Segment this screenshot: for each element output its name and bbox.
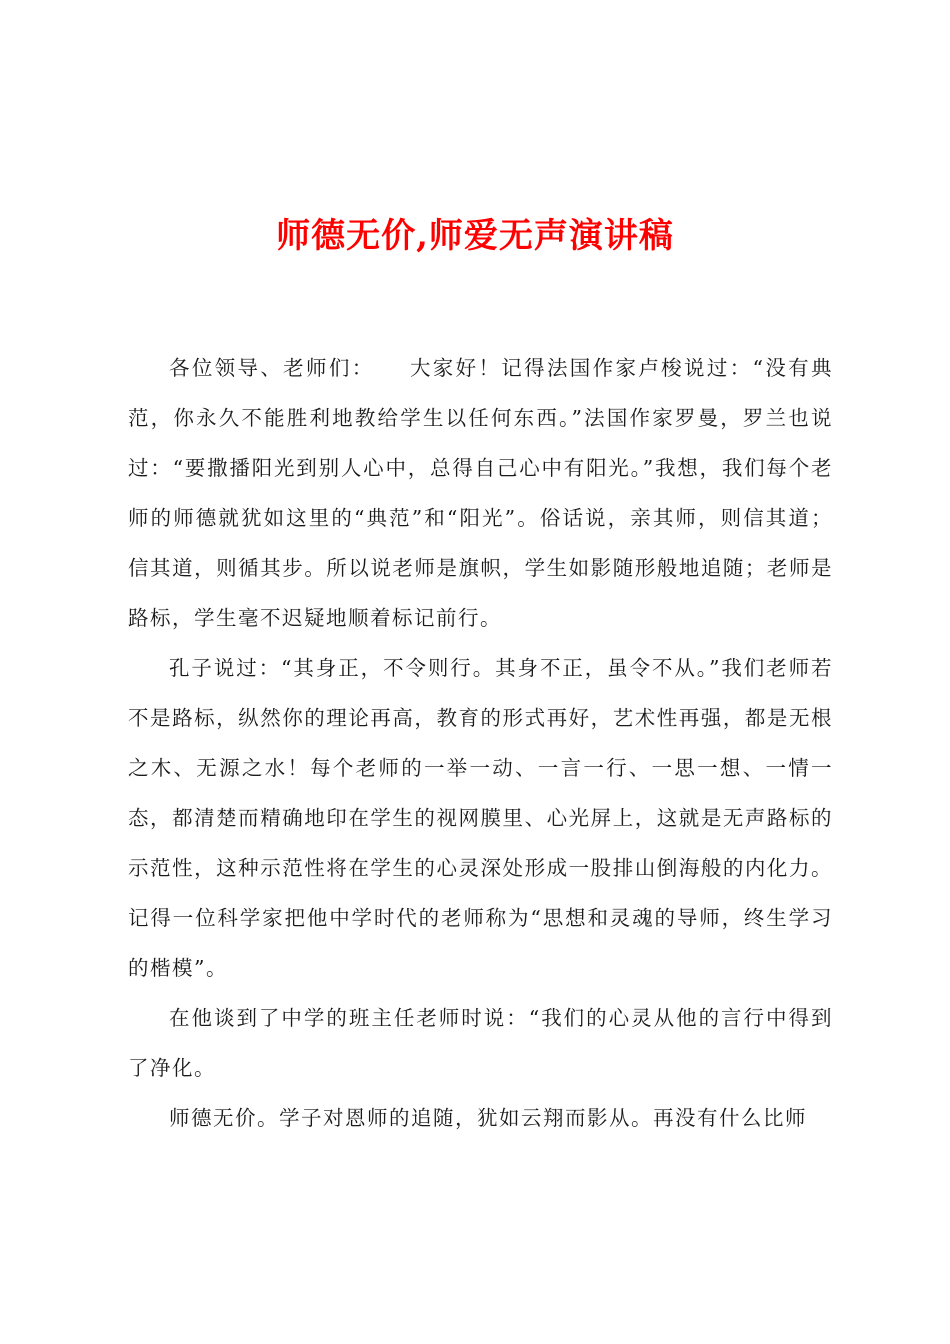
- document-title: 师德无价,师爱无声演讲稿: [276, 216, 674, 256]
- paragraph-3: 在他谈到了中学的班主任老师时说：“我们的心灵从他的言行中得到了净化。: [128, 1006, 833, 1080]
- paragraph-1: 各位领导、老师们： 大家好！记得法国作家卢梭说过：“没有典范，你永久不能胜利地教给学生以任何东西。”法国作家罗曼，罗兰也说过：“要撒播阳光到别人心中，总得自己心中有阳光。”我想，我们每个老师的师德就犹如这里的“典范”和“阳光”。俗话说，亲其师，则信其道；信其道，则循其步。所以说老师是旗帜，学生如影随形般地追随；老师是路标，学生毫不迟疑地顺着标记前行。: [128, 356, 833, 630]
- document-body: [128, 343, 833, 1143]
- paragraph-4: 师德无价。学子对恩师的追随，犹如云翔而影从。再没有什么比师: [169, 1106, 807, 1130]
- paragraph-2: 孔子说过：“其身正，不令则行。其身不正，虽令不从。”我们老师若不是路标，纵然你的理论再高，教育的形式再好，艺术性再强，都是无根之木、无源之水！每个老师的一举一动、一言一行、一思一想、一情一态，都清楚而精确地印在学生的视网膜里、心光屏上，这就是无声路标的示范性，这种示范性将在学生的心灵深处形成一股排山倒海般的内化力。记得一位科学家把他中学时代的老师称为“思想和灵魂的导师，终生学习的楷模”。: [128, 656, 833, 980]
